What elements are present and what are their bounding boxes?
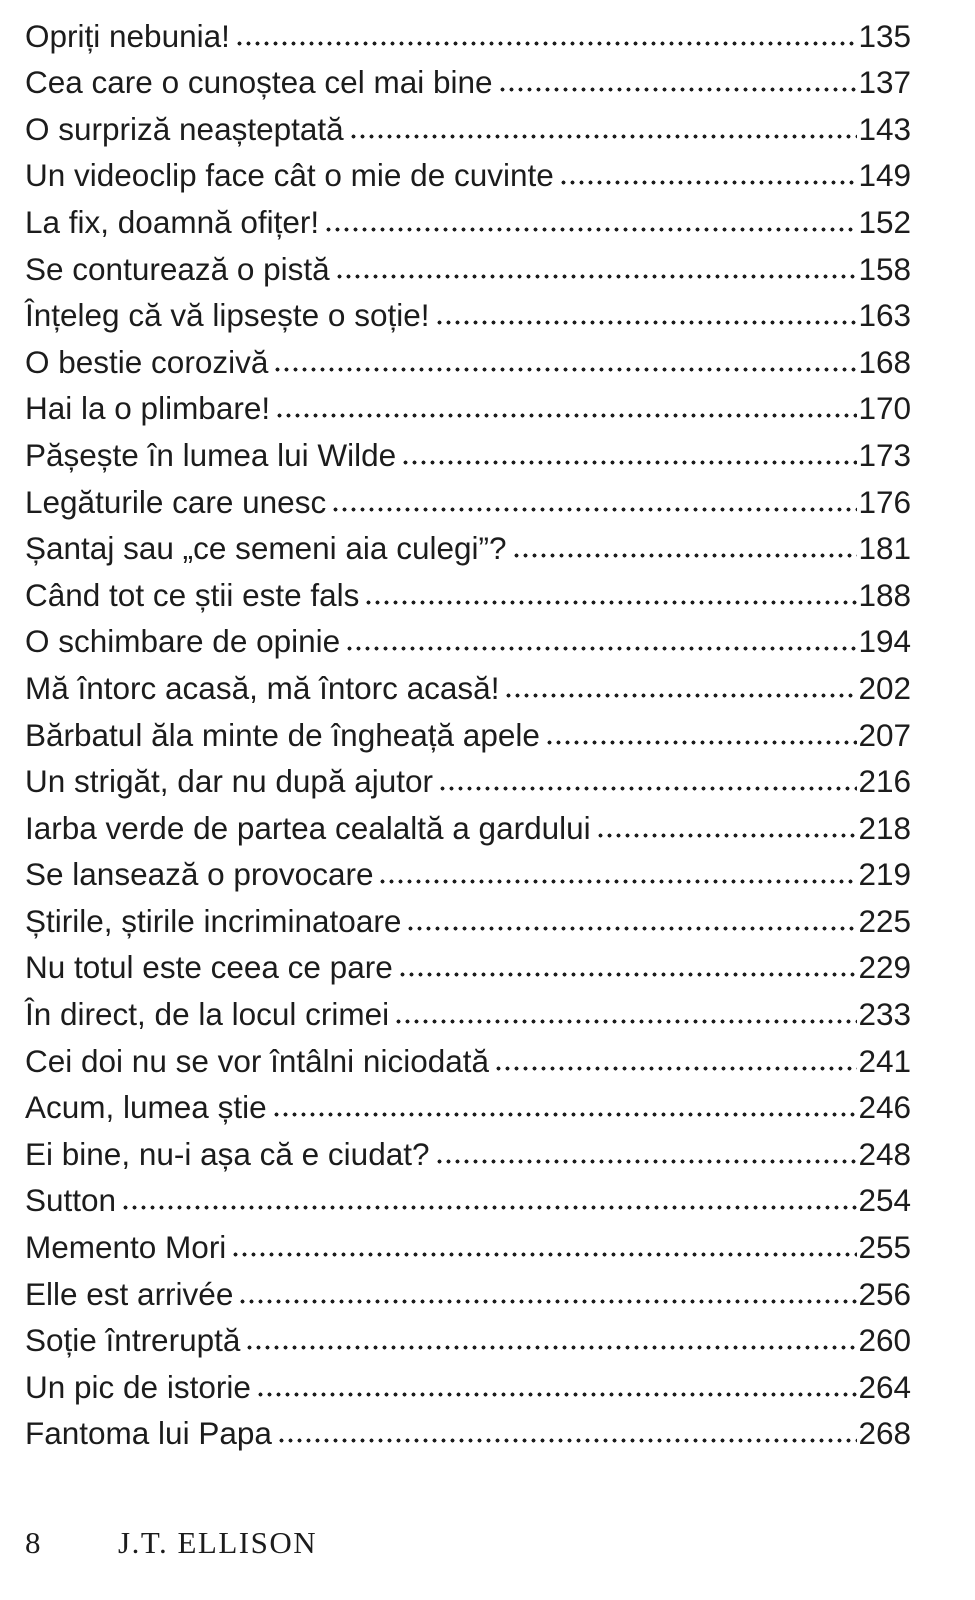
toc-entry[interactable] <box>25 799 911 846</box>
toc-entry-page: 254 <box>858 1182 911 1219</box>
dot-leader <box>275 380 857 427</box>
dot-leader <box>121 1172 857 1219</box>
dot-leader <box>272 1079 858 1126</box>
toc-entry-title: Sutton <box>25 1182 117 1219</box>
toc-entry-page: 216 <box>858 763 911 800</box>
dot-leader <box>245 1312 857 1359</box>
toc-entry-title: Cei doi nu se vor întâlni niciodată <box>25 1042 490 1079</box>
toc-entry-page: 248 <box>858 1135 911 1172</box>
toc-entry-page: 149 <box>858 157 911 194</box>
toc-entry-page: 158 <box>858 250 911 287</box>
toc-entry-title: Șantaj sau „ce semeni aia culegi”? <box>25 530 507 567</box>
toc-entry-page: 255 <box>858 1229 911 1266</box>
toc-entry-page: 194 <box>858 623 911 660</box>
toc-entry-title: Soție întreruptă <box>25 1322 241 1359</box>
toc-entry-title: Mă întorc acasă, mă întorc acasă! <box>25 669 500 706</box>
toc-entry[interactable] <box>25 566 911 613</box>
dot-leader <box>394 985 857 1032</box>
toc-entry-title: Legăturile care unesc <box>25 483 327 520</box>
toc-entry-title: Memento Mori <box>25 1229 227 1266</box>
dot-leader <box>401 426 857 473</box>
toc-entry-page: 170 <box>858 390 911 427</box>
toc-entry-page: 163 <box>858 297 911 334</box>
footer-page-number: 8 <box>25 1525 41 1561</box>
dot-leader <box>238 1265 857 1312</box>
toc-entry-title: Înțeleg că vă lipsește o soție! <box>25 297 430 334</box>
toc-entry-title: Pășește în lumea lui Wilde <box>25 436 397 473</box>
dot-leader <box>349 100 858 147</box>
dot-leader <box>398 939 858 986</box>
toc-entry-title: Știrile, știrile incriminatoare <box>25 902 402 939</box>
footer-author: J.T. ELLISON <box>118 1525 318 1561</box>
dot-leader <box>235 7 858 54</box>
toc-entry[interactable] <box>25 193 911 240</box>
toc-entry-title: La fix, doamnă ofițer! <box>25 203 320 240</box>
toc-entry[interactable] <box>25 100 911 147</box>
dot-leader <box>331 473 857 520</box>
toc-entry-page: 173 <box>858 436 911 473</box>
dot-leader <box>494 1032 857 1079</box>
toc-entry[interactable] <box>25 1265 911 1312</box>
dot-leader <box>438 753 857 800</box>
toc-entry-page: 229 <box>858 949 911 986</box>
toc-entry[interactable] <box>25 240 911 287</box>
toc-entry-page: 168 <box>858 343 911 380</box>
toc-entry-title: O schimbare de opinie <box>25 623 341 660</box>
toc-entry[interactable] <box>25 1079 911 1126</box>
toc-entry-title: Un strigăt, dar nu după ajutor <box>25 763 433 800</box>
toc-entry[interactable] <box>25 706 911 753</box>
toc-entry-page: 207 <box>858 716 911 753</box>
toc-entry[interactable] <box>25 520 911 567</box>
dot-leader <box>335 240 858 287</box>
dot-leader <box>559 147 858 194</box>
toc-entry-page: 135 <box>858 17 911 54</box>
toc-entry-page: 218 <box>858 809 911 846</box>
toc-entry[interactable] <box>25 287 911 334</box>
dot-leader <box>498 54 858 101</box>
toc-entry[interactable] <box>25 7 911 54</box>
toc <box>25 7 911 1451</box>
toc-entry[interactable] <box>25 613 911 660</box>
toc-entry[interactable] <box>25 1125 911 1172</box>
dot-leader <box>504 659 857 706</box>
toc-entry-title: O surpriză neașteptată <box>25 110 344 147</box>
toc-entry-title: Se lansează o provocare <box>25 856 374 893</box>
toc-entry-title: O bestie corozivă <box>25 343 269 380</box>
toc-entry-page: 225 <box>858 902 911 939</box>
toc-entry[interactable] <box>25 939 911 986</box>
dot-leader <box>277 1405 858 1452</box>
dot-leader <box>231 1218 857 1265</box>
toc-entry-title: Se conturează o pistă <box>25 250 330 287</box>
dot-leader <box>545 706 858 753</box>
toc-entry-title: Elle est arrivée <box>25 1275 234 1312</box>
toc-entry-page: 233 <box>858 996 911 1033</box>
toc-entry[interactable] <box>25 54 911 101</box>
toc-entry[interactable] <box>25 892 911 939</box>
toc-entry-page: 176 <box>858 483 911 520</box>
toc-entry-title: Hai la o plimbare! <box>25 390 271 427</box>
dot-leader <box>324 193 857 240</box>
toc-entry-title: Acum, lumea știe <box>25 1089 267 1126</box>
toc-entry-title: În direct, de la locul crimei <box>25 996 390 1033</box>
toc-entry[interactable] <box>25 1032 911 1079</box>
page-footer <box>25 1525 911 1561</box>
toc-entry-title: Un videoclip face cât o mie de cuvinte <box>25 157 554 194</box>
toc-entry[interactable] <box>25 473 911 520</box>
toc-entry-page: 202 <box>858 669 911 706</box>
toc-entry-page: 241 <box>858 1042 911 1079</box>
toc-entry[interactable] <box>25 1312 911 1359</box>
toc-entry[interactable] <box>25 985 911 1032</box>
toc-entry-title: Nu totul este ceea ce pare <box>25 949 393 986</box>
toc-entry[interactable] <box>25 426 911 473</box>
toc-entry-page: 246 <box>858 1089 911 1126</box>
toc-entry-page: 219 <box>858 856 911 893</box>
toc-entry-title: Fantoma lui Papa <box>25 1415 272 1452</box>
toc-entry[interactable] <box>25 380 911 427</box>
toc-entry-page: 260 <box>858 1322 911 1359</box>
dot-leader <box>364 566 857 613</box>
dot-leader <box>596 799 858 846</box>
toc-entry-title: Iarba verde de partea cealaltă a gardului <box>25 809 591 846</box>
toc-entry-page: 188 <box>858 576 911 613</box>
dot-leader <box>378 846 857 893</box>
toc-entry-page: 256 <box>858 1275 911 1312</box>
toc-entry-page: 181 <box>858 530 911 567</box>
toc-entry[interactable] <box>25 1218 911 1265</box>
toc-entry[interactable] <box>25 659 911 706</box>
toc-entry-page: 152 <box>858 203 911 240</box>
toc-entry-title: Opriți nebunia! <box>25 17 230 54</box>
toc-entry-title: Ei bine, nu-i așa că e ciudat? <box>25 1135 430 1172</box>
toc-entry[interactable] <box>25 333 911 380</box>
dot-leader <box>256 1358 858 1405</box>
toc-entry[interactable] <box>25 1358 911 1405</box>
dot-leader <box>345 613 857 660</box>
dot-leader <box>406 892 857 939</box>
toc-entry-title: Un pic de istorie <box>25 1368 251 1405</box>
toc-entry[interactable] <box>25 147 911 194</box>
dot-leader <box>435 1125 858 1172</box>
toc-entry[interactable] <box>25 753 911 800</box>
toc-entry-page: 264 <box>858 1368 911 1405</box>
toc-entry-title: Cea care o cunoștea cel mai bine <box>25 64 493 101</box>
toc-entry-page: 143 <box>858 110 911 147</box>
toc-entry-page: 268 <box>858 1415 911 1452</box>
dot-leader <box>273 333 857 380</box>
toc-entry[interactable] <box>25 846 911 893</box>
toc-entry[interactable] <box>25 1405 911 1452</box>
toc-entry-page: 137 <box>858 64 911 101</box>
toc-entry[interactable] <box>25 1172 911 1219</box>
dot-leader <box>435 287 858 334</box>
toc-entry-title: Când tot ce știi este fals <box>25 576 360 613</box>
toc-entry-title: Bărbatul ăla minte de îngheață apele <box>25 716 540 753</box>
dot-leader <box>512 520 858 567</box>
